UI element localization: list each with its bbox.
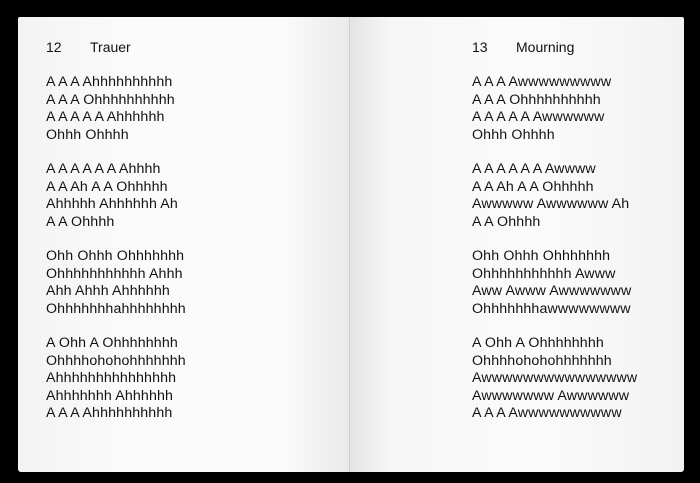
verse-line: Ohhhhhhhawwwwwwww bbox=[472, 300, 631, 317]
right-stanza-2 bbox=[472, 161, 629, 231]
verse-line: A Ohh A Ohhhhhhhh bbox=[46, 335, 178, 351]
right-stanza-4 bbox=[472, 335, 637, 423]
verse-line: Ohhhhhhhhhhh Ahhh bbox=[46, 265, 183, 282]
verse-line: Ohhhhohohohhhhhhh bbox=[472, 352, 612, 369]
verse-line: Awwwww Awwwwww Ah bbox=[472, 196, 630, 213]
verse-line: A A A A A A Ahhhh bbox=[46, 161, 161, 177]
verse-line: A A A Ahhhhhhhhhh bbox=[46, 405, 173, 422]
left-stanza-4 bbox=[46, 335, 186, 423]
verse-line: Ahhhhh Ahhhhhh Ah bbox=[46, 196, 178, 213]
verse-line: Ohh Ohhh Ohhhhhhh bbox=[472, 248, 611, 264]
left-page-number: 12 bbox=[46, 39, 62, 55]
left-section-title: Trauer bbox=[90, 39, 131, 55]
verse-line: Ahhhhhhh Ahhhhhh bbox=[46, 387, 174, 404]
verse-line: A A A A A Ahhhhhh bbox=[46, 109, 165, 126]
verse-line: Ohhhhhhhhhhh Awww bbox=[472, 265, 616, 282]
verse-line: A Ohh A Ohhhhhhhh bbox=[472, 335, 604, 351]
right-stanza-3 bbox=[472, 248, 631, 318]
verse-line: A A A Awwwwwwwwww bbox=[472, 405, 622, 422]
verse-line: Awwwwwww Awwwwww bbox=[472, 387, 630, 404]
verse-line: Ohhhhhhhahhhhhhhh bbox=[46, 300, 186, 317]
left-page bbox=[18, 17, 352, 472]
verse-line: A A A Awwwwwwwww bbox=[472, 74, 612, 90]
right-page-number: 13 bbox=[472, 39, 488, 55]
verse-line: Awwwwwwwwwwwwwww bbox=[472, 370, 638, 387]
verse-line: Ahh Ahhh Ahhhhhh bbox=[46, 283, 170, 300]
verse-line: Ohhhhohohohhhhhhh bbox=[46, 352, 186, 369]
verse-line: A A A Ahhhhhhhhhh bbox=[46, 74, 173, 90]
left-stanza-2 bbox=[46, 161, 178, 231]
verse-line: A A A Ohhhhhhhhhh bbox=[46, 91, 175, 108]
verse-line: Ohhh Ohhhh bbox=[472, 126, 555, 143]
right-section-title: Mourning bbox=[516, 39, 575, 55]
verse-line: Ohh Ohhh Ohhhhhhh bbox=[46, 248, 185, 264]
left-stanza-1 bbox=[46, 74, 175, 144]
left-stanza-3 bbox=[46, 248, 186, 318]
verse-line: Aww Awww Awwwwwww bbox=[472, 283, 632, 300]
right-page bbox=[350, 17, 684, 472]
verse-line: A A Ah A A Ohhhhh bbox=[472, 178, 594, 195]
verse-line: A A A Ohhhhhhhhhh bbox=[472, 91, 601, 108]
right-stanza-1 bbox=[472, 74, 611, 144]
verse-line: A A A A A Awwwwww bbox=[472, 109, 605, 126]
verse-line: Ohhh Ohhhh bbox=[46, 126, 129, 143]
verse-line: A A Ohhhh bbox=[472, 213, 541, 230]
verse-line: A A Ah A A Ohhhhh bbox=[46, 178, 168, 195]
verse-line: Ahhhhhhhhhhhhhhh bbox=[46, 370, 177, 387]
verse-line: A A A A A A Awwww bbox=[472, 161, 596, 177]
verse-line: A A Ohhhh bbox=[46, 213, 115, 230]
